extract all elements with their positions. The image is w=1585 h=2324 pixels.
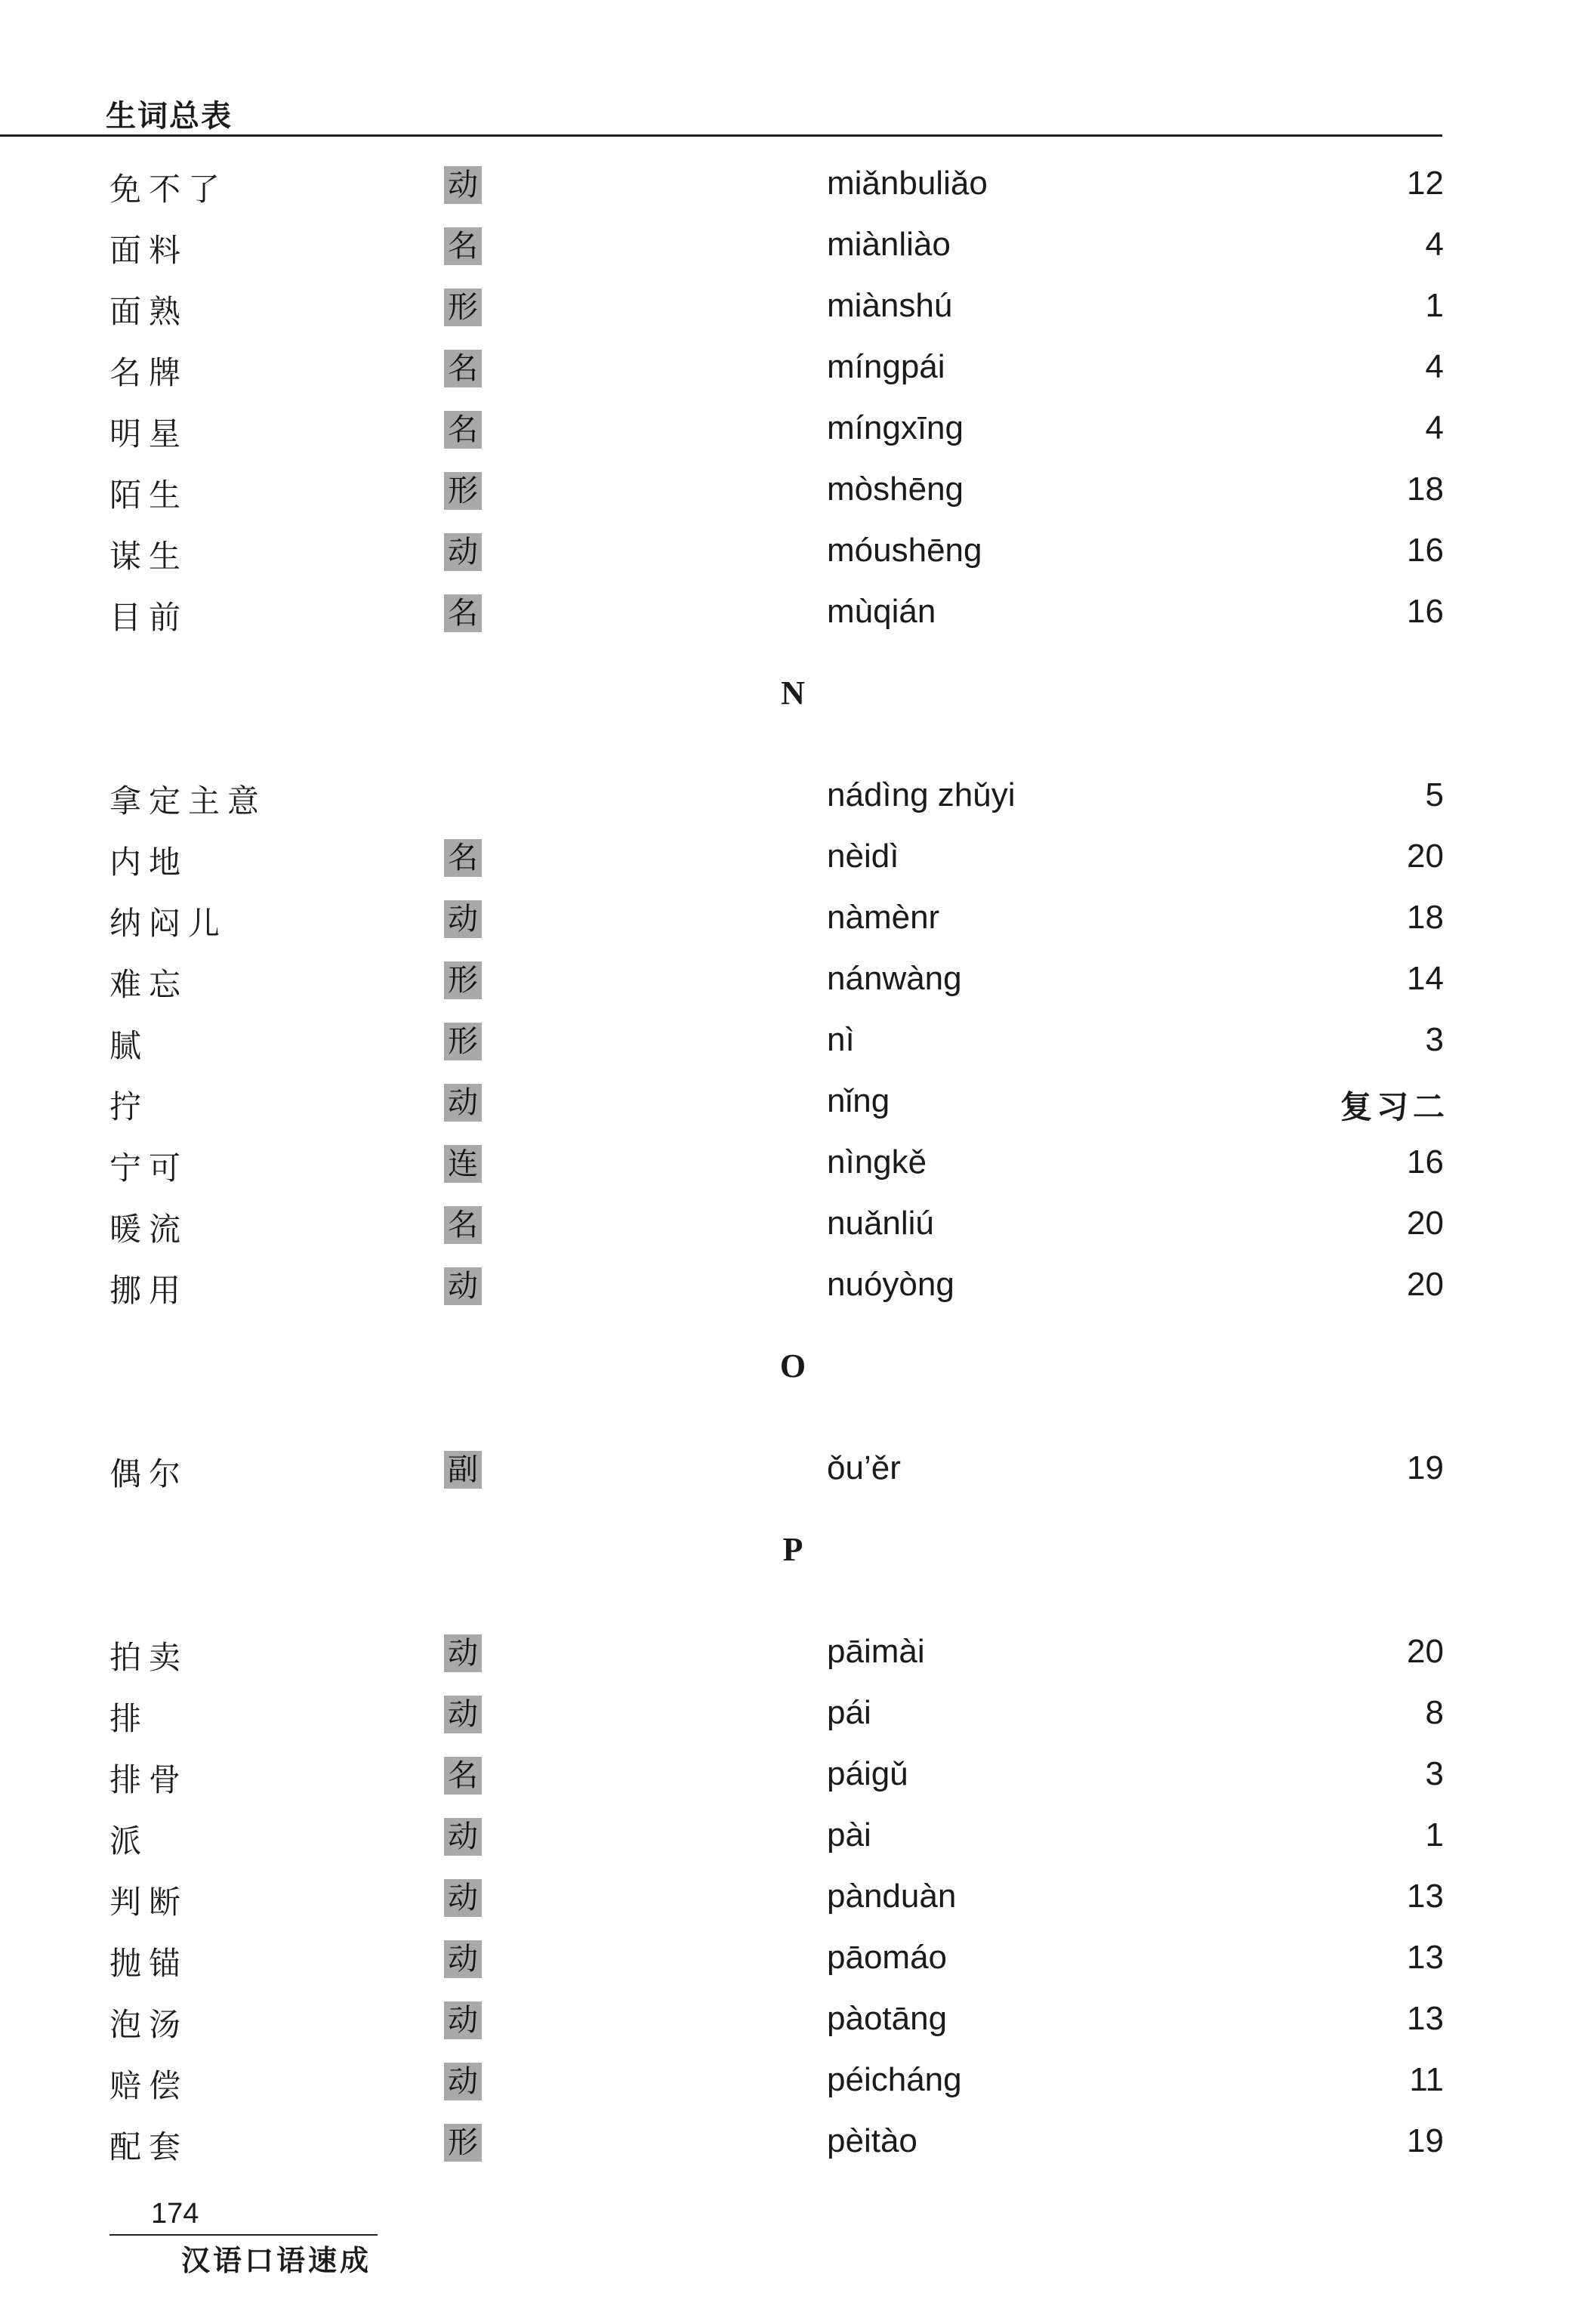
lesson-number: 12 xyxy=(1407,165,1444,202)
vocab-word: 排骨 xyxy=(109,1761,189,1798)
vocab-entry xyxy=(0,1078,1585,1131)
vocab-word: 派 xyxy=(109,1822,150,1860)
vocab-entry xyxy=(0,1690,1585,1742)
vocab-word: 内地 xyxy=(109,844,189,881)
vocab-word: 免不了 xyxy=(109,171,228,208)
vocab-pinyin: nàmènr xyxy=(827,899,940,936)
vocab-word: 目前 xyxy=(109,599,189,636)
vocab-entry xyxy=(0,1628,1585,1681)
vocab-word: 腻 xyxy=(109,1027,150,1064)
vocab-word: 配套 xyxy=(109,2128,189,2165)
lesson-number: 16 xyxy=(1407,1143,1444,1181)
section-letter: O xyxy=(779,1347,806,1384)
vocab-word: 谋生 xyxy=(109,538,189,575)
vocab-pinyin: péicháng xyxy=(827,2061,962,2098)
vocab-entry xyxy=(0,833,1585,886)
vocab-word: 拿定主意 xyxy=(109,782,267,819)
vocab-pinyin: nèidì xyxy=(827,838,899,875)
vocab-word: 拧 xyxy=(109,1088,150,1125)
vocab-pinyin: pái xyxy=(827,1694,871,1731)
vocab-entry xyxy=(0,1873,1585,1926)
lesson-number: 19 xyxy=(1407,2122,1444,2159)
vocab-word: 难忘 xyxy=(109,966,189,1003)
vocab-entry xyxy=(0,1445,1585,1498)
vocab-entry xyxy=(0,405,1585,458)
vocab-word: 暖流 xyxy=(109,1211,189,1248)
vocab-pinyin: móushēng xyxy=(827,532,982,569)
lesson-number: 14 xyxy=(1407,960,1444,997)
part-of-speech-badge: 动 xyxy=(444,1696,482,1733)
lesson-number: 1 xyxy=(1425,287,1444,324)
vocab-word: 拍卖 xyxy=(109,1639,189,1676)
lesson-number: 16 xyxy=(1407,593,1444,630)
lesson-number: 18 xyxy=(1407,899,1444,936)
vocab-entry xyxy=(0,344,1585,397)
vocab-entry xyxy=(0,466,1585,519)
vocab-entry xyxy=(0,527,1585,580)
part-of-speech-badge: 名 xyxy=(444,350,482,387)
book-title: 汉语口语速成 xyxy=(181,2243,372,2277)
vocab-pinyin: míngpái xyxy=(827,348,945,385)
vocab-word: 偶尔 xyxy=(109,1455,189,1492)
vocab-entry xyxy=(0,588,1585,641)
vocab-word: 抛锚 xyxy=(109,1945,189,1982)
vocab-word: 面熟 xyxy=(109,293,189,330)
vocab-pinyin: nádìng zhǔyi xyxy=(827,776,1016,813)
part-of-speech-badge: 名 xyxy=(444,227,482,265)
vocab-word: 明星 xyxy=(109,415,189,452)
lesson-number: 4 xyxy=(1425,348,1444,385)
part-of-speech-badge: 动 xyxy=(444,1879,482,1917)
vocab-entry xyxy=(0,894,1585,947)
vocab-word: 陌生 xyxy=(109,477,189,514)
part-of-speech-badge: 形 xyxy=(444,2124,482,2162)
part-of-speech-badge: 动 xyxy=(444,2063,482,2100)
vocab-pinyin: ǒu’ěr xyxy=(827,1449,901,1486)
vocab-entry xyxy=(0,2118,1585,2171)
vocab-word: 纳闷儿 xyxy=(109,905,228,942)
part-of-speech-badge: 名 xyxy=(444,839,482,877)
vocab-pinyin: nǐng xyxy=(827,1082,890,1119)
vocab-pinyin: nuǎnliú xyxy=(827,1205,934,1242)
vocab-pinyin: nìngkě xyxy=(827,1143,927,1181)
lesson-number: 20 xyxy=(1407,1266,1444,1303)
vocab-word: 排 xyxy=(109,1700,150,1737)
part-of-speech-badge: 名 xyxy=(444,1757,482,1795)
vocab-entry xyxy=(0,772,1585,825)
vocab-entry xyxy=(0,282,1585,335)
lesson-number: 19 xyxy=(1407,1449,1444,1486)
vocab-pinyin: miànshú xyxy=(827,287,953,324)
part-of-speech-badge: 动 xyxy=(444,1267,482,1305)
lesson-number: 13 xyxy=(1407,1878,1444,1915)
part-of-speech-badge: 名 xyxy=(444,594,482,632)
vocab-entry xyxy=(0,1261,1585,1314)
lesson-number: 5 xyxy=(1425,776,1444,813)
vocab-entry xyxy=(0,160,1585,213)
lesson-number: 8 xyxy=(1425,1694,1444,1731)
part-of-speech-badge: 形 xyxy=(444,961,482,999)
vocab-entry xyxy=(0,955,1585,1008)
vocab-pinyin: mùqián xyxy=(827,593,936,630)
vocab-pinyin: míngxīng xyxy=(827,409,964,446)
vocab-pinyin: miǎnbuliǎo xyxy=(827,165,988,202)
vocab-pinyin: nì xyxy=(827,1021,855,1058)
vocab-entry xyxy=(0,2057,1585,2110)
page-header-title: 生词总表 xyxy=(106,99,233,134)
vocab-entry xyxy=(0,1200,1585,1253)
vocab-word: 判断 xyxy=(109,1884,189,1921)
vocab-pinyin: nuóyòng xyxy=(827,1266,954,1303)
lesson-number: 3 xyxy=(1425,1755,1444,1792)
part-of-speech-badge: 形 xyxy=(444,472,482,510)
part-of-speech-badge: 形 xyxy=(444,289,482,326)
lesson-number: 13 xyxy=(1407,1939,1444,1976)
vocab-entry xyxy=(0,1812,1585,1865)
vocab-pinyin: pànduàn xyxy=(827,1878,957,1915)
lesson-number: 20 xyxy=(1407,1633,1444,1670)
vocab-word: 赔偿 xyxy=(109,2067,189,2104)
lesson-number: 16 xyxy=(1407,532,1444,569)
vocab-entry xyxy=(0,1017,1585,1069)
vocab-entry xyxy=(0,1139,1585,1192)
vocab-entry xyxy=(0,221,1585,274)
lesson-number: 20 xyxy=(1407,1205,1444,1242)
section-letter: N xyxy=(781,674,805,711)
vocab-word: 宁可 xyxy=(109,1150,189,1187)
vocab-pinyin: páigǔ xyxy=(827,1755,908,1792)
part-of-speech-badge: 动 xyxy=(444,533,482,571)
vocab-pinyin: miànliào xyxy=(827,226,951,263)
vocab-entry xyxy=(0,1934,1585,1987)
section-letter: P xyxy=(782,1531,803,1568)
lesson-number: 13 xyxy=(1407,2000,1444,2037)
part-of-speech-badge: 副 xyxy=(444,1451,482,1489)
part-of-speech-badge: 动 xyxy=(444,2001,482,2039)
vocab-word: 面料 xyxy=(109,232,189,269)
part-of-speech-badge: 名 xyxy=(444,1206,482,1244)
vocab-pinyin: pèitào xyxy=(827,2122,917,2159)
lesson-number: 3 xyxy=(1425,1021,1444,1058)
vocab-pinyin: pāimài xyxy=(827,1633,925,1670)
footer-divider xyxy=(109,2234,378,2236)
vocab-word: 名牌 xyxy=(109,354,189,391)
page-number: 174 xyxy=(151,2198,199,2230)
vocab-word: 泡汤 xyxy=(109,2006,189,2043)
part-of-speech-badge: 动 xyxy=(444,900,482,938)
vocab-word: 挪用 xyxy=(109,1272,189,1309)
lesson-number: 18 xyxy=(1407,471,1444,508)
lesson-number: 4 xyxy=(1425,226,1444,263)
part-of-speech-badge: 名 xyxy=(444,411,482,449)
vocab-pinyin: nánwàng xyxy=(827,960,962,997)
lesson-number: 复习二 xyxy=(1340,1088,1449,1125)
part-of-speech-badge: 动 xyxy=(444,1940,482,1978)
vocab-pinyin: mòshēng xyxy=(827,471,964,508)
vocab-entry xyxy=(0,1751,1585,1804)
vocab-pinyin: pàotāng xyxy=(827,2000,948,2037)
part-of-speech-badge: 动 xyxy=(444,1084,482,1122)
lesson-number: 20 xyxy=(1407,838,1444,875)
part-of-speech-badge: 动 xyxy=(444,1634,482,1672)
vocab-pinyin: pài xyxy=(827,1816,871,1853)
part-of-speech-badge: 连 xyxy=(444,1145,482,1183)
part-of-speech-badge: 动 xyxy=(444,166,482,204)
vocab-entry xyxy=(0,1995,1585,2048)
part-of-speech-badge: 动 xyxy=(444,1818,482,1856)
lesson-number: 11 xyxy=(1409,2061,1444,2098)
part-of-speech-badge: 形 xyxy=(444,1023,482,1060)
lesson-number: 4 xyxy=(1425,409,1444,446)
lesson-number: 1 xyxy=(1425,1816,1444,1853)
vocab-pinyin: pāomáo xyxy=(827,1939,948,1976)
